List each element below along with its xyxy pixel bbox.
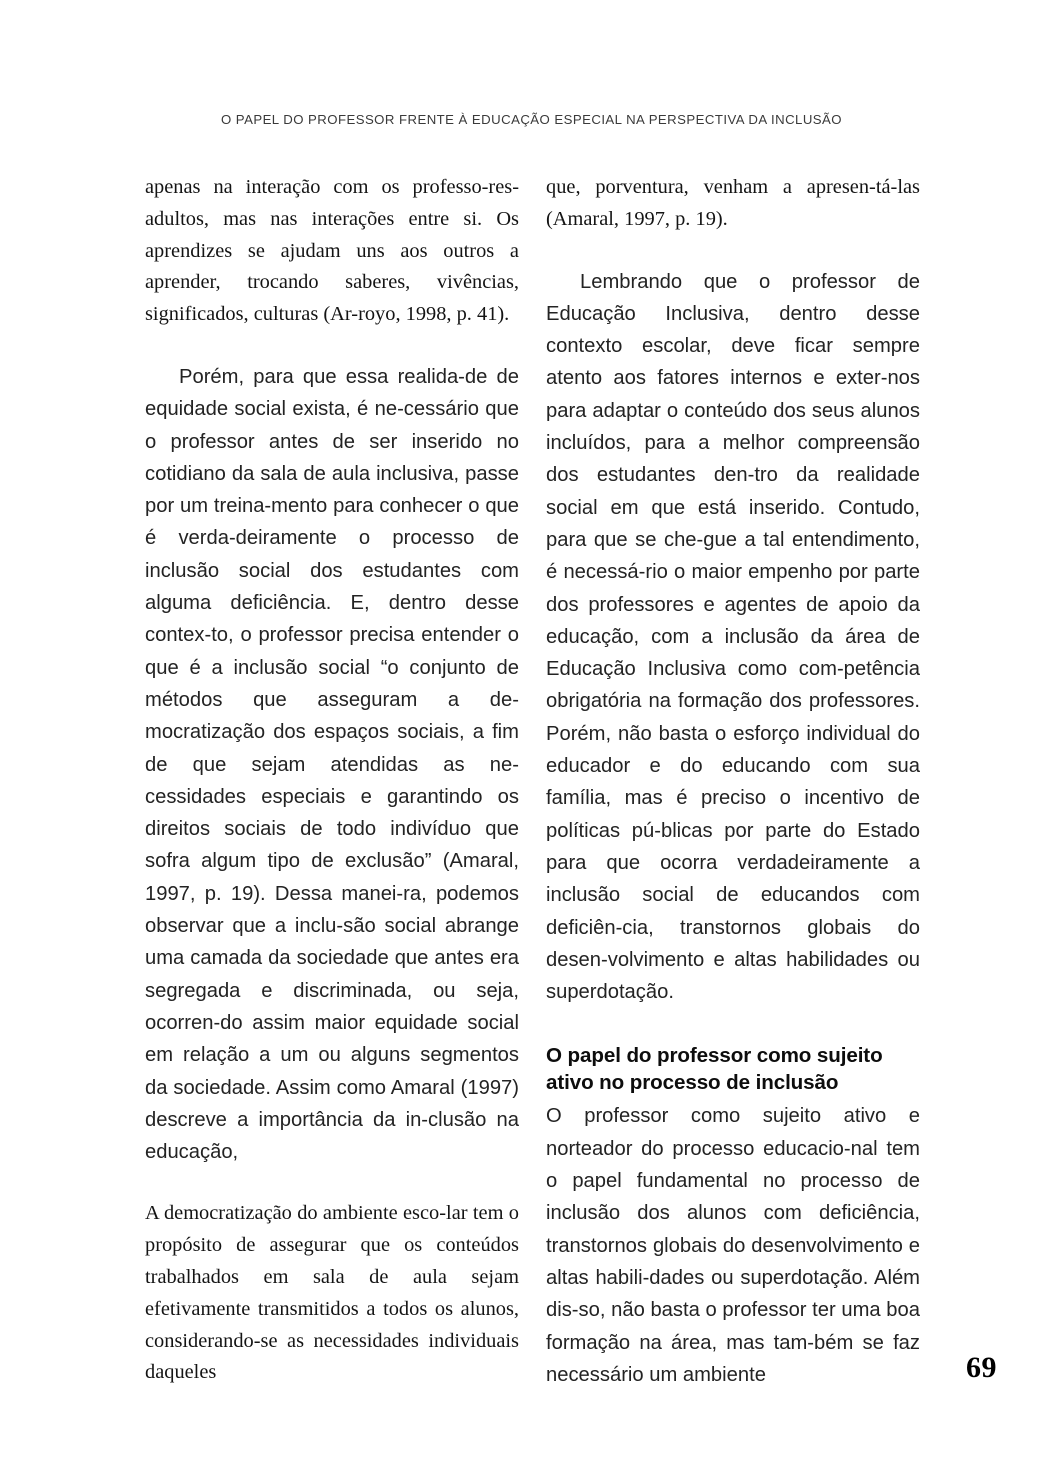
- running-head: O PAPEL DO PROFESSOR FRENTE À EDUCAÇÃO ESPECIAL NA PERSPECTIVA DA INCLUSÃO: [220, 112, 843, 127]
- paragraph-lembrando: Lembrando que o professor de Educação Inclusiva, dentro desse contexto escolar, deve ficar sempre atento aos fatores internos e exter-nos para adaptar o conteúdo dos seus alunos incluídos, para a melhor compreensão dos estudantes den-tro da realidade social em que está inserido. Contudo, para que se che-gue a tal entendimento, é necessá-rio o maior empenho por parte dos professores e agentes de apoio da educação, com a inclusão da área de Educação Inclusiva como com-petência obrigatória na formação dos professores. Porém, não basta o esforço individual do educador e do educando com sua família, mas é preciso o incentivo de políticas pú-blicas por parte do Estado para que ocorra verdadeiramente a inclusão social de educandos com deficiên-cia, transtornos globais do desen-volvimento e altas habilidades ou superdotação.: [546, 270, 920, 1004]
- blockquote-continuation: apenas na interação com os professo-res-adultos, mas nas interações entre si. Os aprendizes se ajudam uns aos outros a aprender, trocando saberes, vivências, significados, culturas (Ar-royo, 1998, p. 41).: [145, 176, 519, 326]
- column-left: [145, 172, 519, 1389]
- two-column-body: [145, 172, 920, 1386]
- blockquote-end: que, porventura, venham a apresen-tá-las (Amaral, 1997, p. 19).: [546, 176, 920, 230]
- section-heading: O papel do professor como sujeito ativo no processo de inclusão: [546, 1044, 883, 1095]
- column-right: [546, 172, 920, 1391]
- paragraph-porem: Porém, para que essa realida-de de equidade social exista, é ne-cessário que o professor antes de ser inserido no cotidiano da sala de aula inclusiva, passe por um treina-mento para conhecer o que é verda-deiramente o processo de inclusão social dos estudantes com alguma deficiência. E, dentro desse contex-to, o professor precisa entender o que é a inclusão social “o conjunto de métodos que asseguram a de-mocratização dos espaços sociais, a fim de que sejam atendidas as ne-cessidades especiais e garantindo os direitos sociais de todo indivíduo que sofra algum tipo de exclusão” (Amaral, 1997, p. 19). Dessa manei-ra, podemos observar que a inclu-são social abrange uma camada da sociedade que antes era segregada e discriminada, ou seja, ocorren-do assim maior equidade social em relação a um ou alguns segmentos da sociedade. Assim como Amaral (1997) descreve a importância da in-clusão na educação,: [145, 365, 519, 1164]
- paragraph-oprofessor: O professor como sujeito ativo e norteador do processo educacio-nal tem o papel fundamental no processo de inclusão dos alunos com deficiência, transtornos globais do desenvolvimento e altas habili-dades ou superdotação. Além dis-so, não basta o professor ter uma boa formação na área, mas tam-bém se faz necessário um ambiente: [546, 1105, 920, 1386]
- blockquote-democratizacao: A democratização do ambiente esco-lar tem o propósito de assegurar que os conteúdos trabalhados em sala de aula sejam efetivamente transmitidos a todos os alunos, considerando-se as necessidades individuais daqueles: [145, 1202, 519, 1384]
- page-number: 69: [966, 1351, 997, 1384]
